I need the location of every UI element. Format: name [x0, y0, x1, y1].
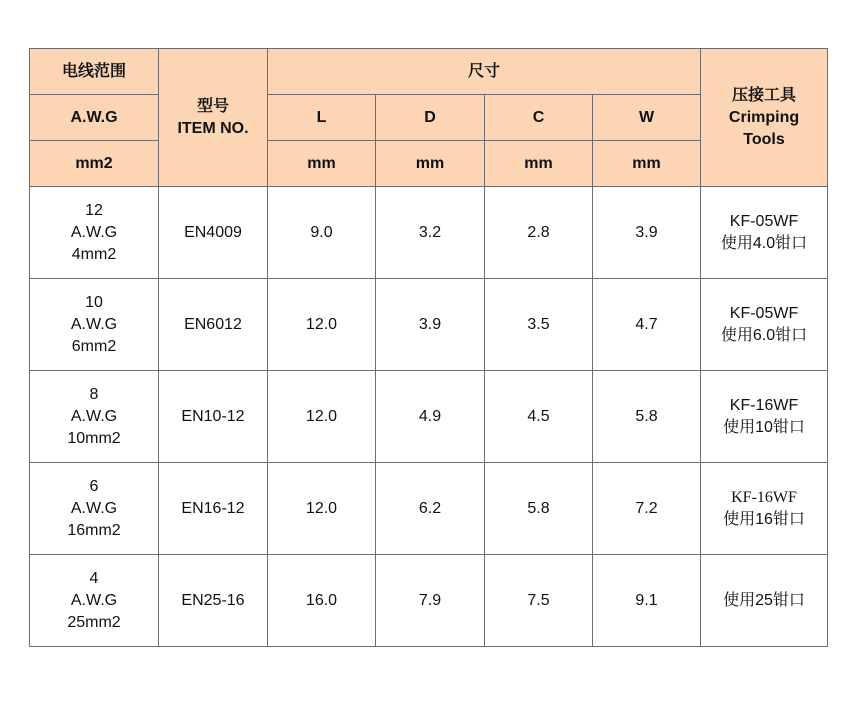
header-col-l: L — [268, 95, 376, 141]
header-model-cn: 型号 — [196, 97, 229, 115]
tool-model: KF-05WF — [729, 212, 799, 230]
c-dimension-cell: 7.5 — [485, 555, 593, 647]
header-unit-d: mm — [376, 141, 485, 187]
tool-die: 使用16钳口 — [723, 510, 805, 528]
crimping-tool-cell — [701, 463, 828, 555]
length-cell: 16.0 — [268, 555, 376, 647]
item-number-cell: EN10-12 — [159, 371, 268, 463]
gauge-awg: A.W.G — [70, 407, 118, 425]
crimping-tool-cell — [701, 555, 828, 647]
header-mm2: mm2 — [30, 141, 159, 187]
header-awg: A.W.G — [30, 95, 159, 141]
gauge-number: 4 — [89, 569, 99, 587]
spec-table — [29, 48, 828, 647]
gauge-area: 6mm2 — [71, 337, 117, 355]
gauge-area: 16mm2 — [67, 521, 121, 539]
gauge-area: 4mm2 — [71, 245, 117, 263]
c-dimension-cell: 2.8 — [485, 187, 593, 279]
tool-die: 使用4.0钳口 — [720, 234, 808, 252]
length-cell: 12.0 — [268, 279, 376, 371]
gauge-awg: A.W.G — [70, 223, 118, 241]
tool-model: KF-16WF — [731, 488, 797, 506]
length-cell: 12.0 — [268, 371, 376, 463]
width-cell: 7.2 — [593, 463, 701, 555]
header-unit-c: mm — [485, 141, 593, 187]
header-model — [159, 49, 268, 187]
gauge-awg: A.W.G — [70, 499, 118, 517]
gauge-area: 25mm2 — [67, 613, 121, 631]
table-row — [30, 555, 828, 647]
gauge-awg: A.W.G — [70, 315, 118, 333]
header-tool-en-1: Crimping — [728, 108, 800, 126]
diameter-cell: 6.2 — [376, 463, 485, 555]
header-wire-range: 电线范围 — [30, 49, 159, 95]
tool-die: 使用25钳口 — [723, 591, 805, 609]
diameter-cell: 4.9 — [376, 371, 485, 463]
width-cell: 9.1 — [593, 555, 701, 647]
tool-model: KF-05WF — [729, 304, 799, 322]
header-model-en: ITEM NO. — [177, 119, 249, 137]
table-row — [30, 371, 828, 463]
header-col-w: W — [593, 95, 701, 141]
tool-die: 使用6.0钳口 — [720, 326, 808, 344]
item-number-cell: EN16-12 — [159, 463, 268, 555]
table-header — [30, 49, 828, 187]
wire-range-cell — [30, 279, 159, 371]
table-body — [30, 187, 828, 647]
header-dimensions: 尺寸 — [268, 49, 701, 95]
header-unit-w: mm — [593, 141, 701, 187]
crimping-tool-cell — [701, 279, 828, 371]
gauge-number: 8 — [89, 385, 99, 403]
wire-range-cell — [30, 371, 159, 463]
header-crimping-tool — [701, 49, 828, 187]
item-number-cell: EN4009 — [159, 187, 268, 279]
tool-die: 使用10钳口 — [723, 418, 805, 436]
header-unit-l: mm — [268, 141, 376, 187]
wire-range-cell — [30, 555, 159, 647]
table-row — [30, 463, 828, 555]
header-col-d: D — [376, 95, 485, 141]
tool-model: KF-16WF — [729, 396, 799, 414]
diameter-cell: 3.9 — [376, 279, 485, 371]
crimping-tool-cell — [701, 187, 828, 279]
width-cell: 3.9 — [593, 187, 701, 279]
item-number-cell: EN6012 — [159, 279, 268, 371]
gauge-number: 12 — [85, 201, 103, 219]
c-dimension-cell: 5.8 — [485, 463, 593, 555]
gauge-awg: A.W.G — [70, 591, 118, 609]
gauge-area: 10mm2 — [67, 429, 121, 447]
c-dimension-cell: 4.5 — [485, 371, 593, 463]
wire-range-cell — [30, 463, 159, 555]
item-number-cell: EN25-16 — [159, 555, 268, 647]
gauge-number: 6 — [89, 477, 99, 495]
table-row — [30, 279, 828, 371]
header-col-c: C — [485, 95, 593, 141]
width-cell: 5.8 — [593, 371, 701, 463]
c-dimension-cell: 3.5 — [485, 279, 593, 371]
length-cell: 12.0 — [268, 463, 376, 555]
header-row-1 — [30, 49, 828, 95]
header-tool-en-2: Tools — [743, 130, 785, 148]
wire-range-cell — [30, 187, 159, 279]
table-row — [30, 187, 828, 279]
crimping-tool-cell — [701, 371, 828, 463]
gauge-number: 10 — [85, 293, 103, 311]
length-cell: 9.0 — [268, 187, 376, 279]
width-cell: 4.7 — [593, 279, 701, 371]
diameter-cell: 7.9 — [376, 555, 485, 647]
diameter-cell: 3.2 — [376, 187, 485, 279]
header-tool-cn: 压接工具 — [732, 86, 797, 104]
